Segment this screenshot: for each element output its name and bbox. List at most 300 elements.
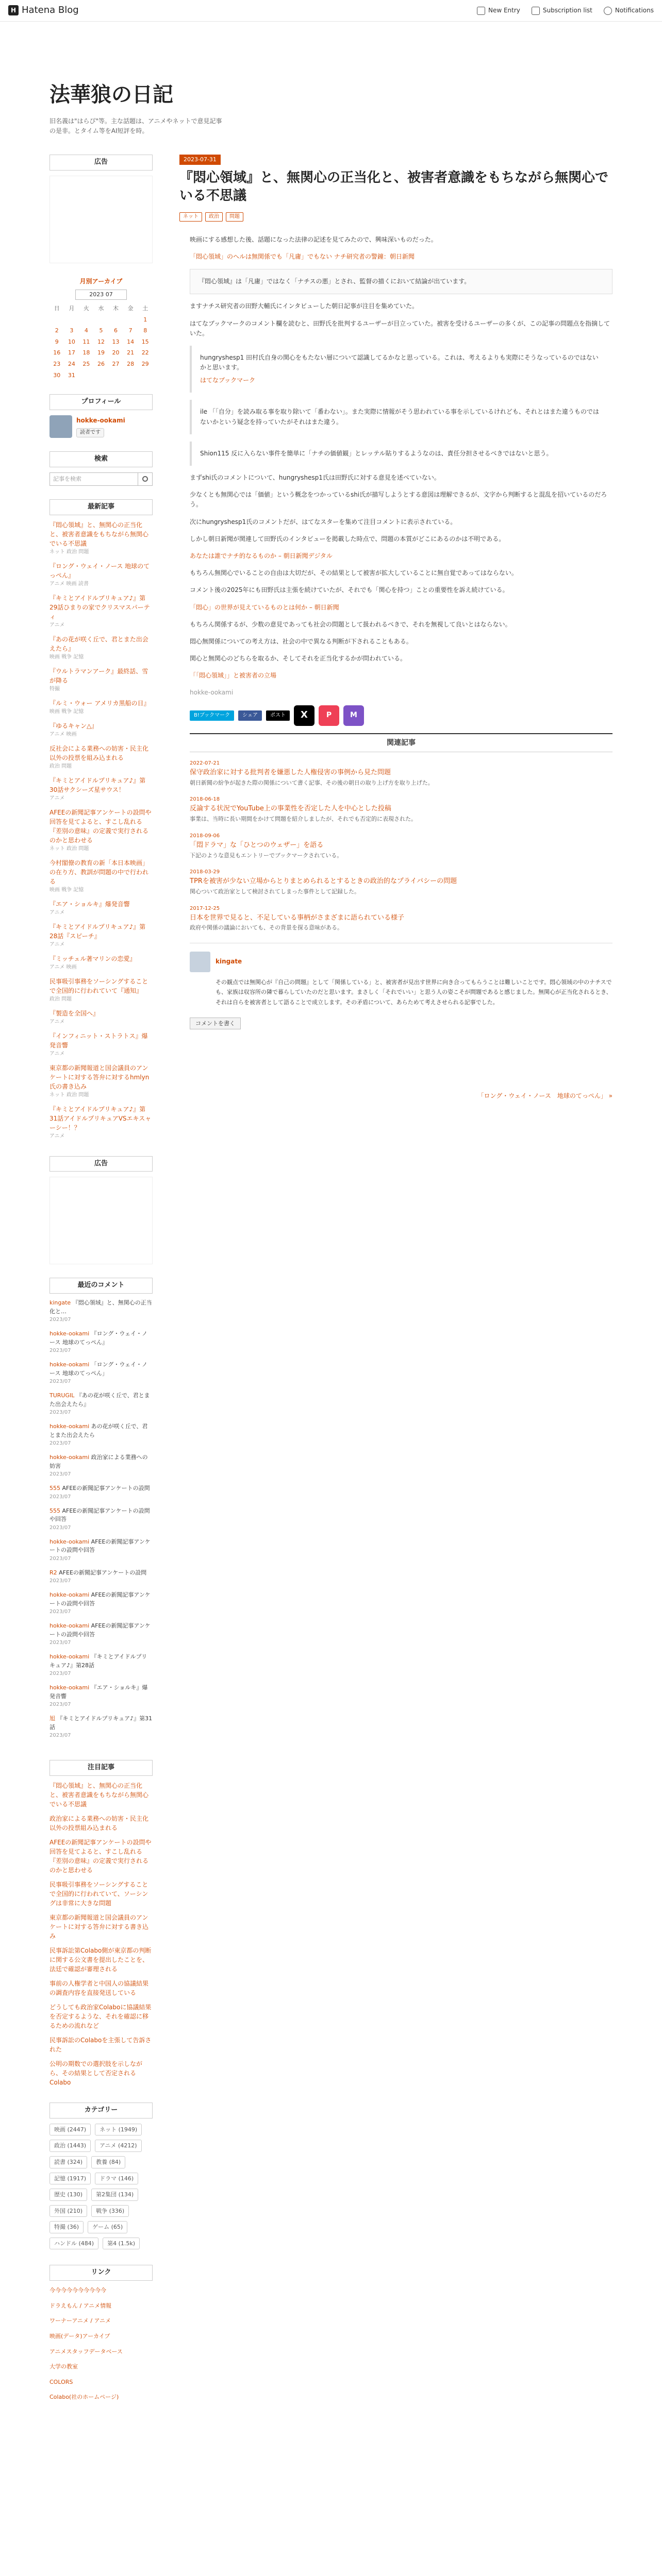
sidebar-link[interactable]: 大学の教室 bbox=[49, 2363, 78, 2370]
sidebar-link[interactable]: 映画(データ)アーカイブ bbox=[49, 2333, 110, 2340]
category-module bbox=[49, 2103, 153, 2250]
logo-text: Hatena Blog bbox=[22, 5, 79, 16]
write-comment-button[interactable]: コメントを書く bbox=[190, 1018, 241, 1030]
calendar-day[interactable]: 28 bbox=[127, 360, 135, 367]
calendar-day[interactable]: 20 bbox=[112, 349, 120, 357]
entry-paragraph: もちろん関係するが、少数の意見であっても社会の問題として扱われるべきで、それを無視して良いとはならない。 bbox=[190, 620, 511, 628]
calendar-day bbox=[94, 370, 109, 381]
calendar-weekday: 月 bbox=[69, 304, 75, 312]
calendar-day[interactable]: 4 bbox=[84, 327, 88, 334]
recent-comment-article[interactable]: AFEEの新聞記事アンケートの設問や回答 bbox=[49, 1622, 151, 1638]
related-article-summary: 事業は、当時に長い期間をかけて問題を紹介しましたが、それでも否定的に表現された。 bbox=[190, 816, 417, 823]
related-article-date[interactable]: 2018-09-06 bbox=[190, 833, 220, 839]
related-article-title[interactable]: 保守政治家に対する批判者を嫌悪した人権侵害の事例から見た問題 bbox=[190, 769, 391, 777]
search-input[interactable]: 記事を検索 bbox=[49, 472, 138, 486]
recent-comment-line bbox=[49, 1653, 153, 1670]
entry-tag[interactable]: ネット bbox=[179, 212, 202, 222]
comment-section bbox=[190, 943, 613, 1007]
popular-article-title[interactable]: 民事吸引事務をソーシングすることで全国的に行われていて、ソーシングは非常に大きな問題 bbox=[49, 1880, 148, 1907]
recent-comment-author[interactable]: 555 bbox=[49, 1507, 60, 1514]
calendar-day[interactable]: 2 bbox=[55, 327, 59, 334]
category-chip[interactable]: ネット (1949) bbox=[95, 2124, 142, 2136]
recent-comment-item bbox=[49, 1392, 153, 1416]
related-article-date[interactable]: 2017-12-25 bbox=[190, 905, 220, 911]
recent-comment-line bbox=[49, 1453, 153, 1470]
popular-module bbox=[49, 1760, 153, 2087]
popular-article-title[interactable]: 東京都の新聞報道と国会議員のアンケートに対する答弁に対する書き込み bbox=[49, 1913, 149, 1940]
entry-author[interactable]: hokke-ookami bbox=[190, 689, 234, 697]
recent-comment-line bbox=[49, 1622, 153, 1639]
category-chip[interactable]: 映画 (2447) bbox=[49, 2124, 91, 2136]
category-chip[interactable]: 政治 (1443) bbox=[49, 2140, 91, 2152]
popular-article-title[interactable]: どうしても政治家Colaboに協議結果を否定するような、それを確認に移るための流れなど bbox=[49, 2003, 152, 2029]
sidebar bbox=[49, 155, 153, 2415]
recent-article-item bbox=[49, 977, 153, 1004]
recent-comment-author[interactable]: 555 bbox=[49, 1485, 60, 1492]
recent-article-category[interactable]: 映画 戦争 記憶 bbox=[49, 887, 84, 893]
recent-article-title[interactable]: AFEEの新聞記事アンケートの設問や回答を見てよると、すこし乱れる『差別の意味』の定義で実行されるのかと思わせる bbox=[49, 808, 152, 844]
subscription-list-button[interactable] bbox=[532, 6, 592, 15]
calendar-day bbox=[94, 314, 109, 326]
profile-name[interactable]: hokke-ookami bbox=[76, 417, 125, 425]
category-title: カテゴリー bbox=[49, 2103, 153, 2119]
related-article-date[interactable]: 2018-03-29 bbox=[190, 869, 220, 875]
calendar-day bbox=[79, 370, 94, 381]
recent-module bbox=[49, 499, 153, 1141]
recent-comment-article[interactable]: AFEEの新聞記事アンケートの設問や回答 bbox=[49, 1538, 151, 1554]
comments-module bbox=[49, 1278, 153, 1739]
subscription-label: Subscription list bbox=[542, 6, 592, 14]
recent-comment-line bbox=[49, 1392, 153, 1409]
recent-comment-article[interactable]: AFEEの新聞記事アンケートの設問や回答 bbox=[49, 1591, 151, 1607]
follow-button[interactable]: 読者です bbox=[76, 428, 104, 437]
commenter-name[interactable]: kingate bbox=[216, 958, 242, 965]
bookmark-quote-2 bbox=[190, 400, 613, 434]
popular-article-title[interactable]: 民事訴訟のColaboを主張して告訴された bbox=[49, 2036, 152, 2053]
profile-avatar[interactable] bbox=[49, 415, 72, 438]
ad-slot[interactable] bbox=[49, 176, 153, 263]
related-article-title[interactable]: 日本を世界で見ると、不足している事柄がさまざまに語られている様子 bbox=[190, 913, 405, 922]
calendar-day bbox=[123, 314, 138, 326]
recent-article-title[interactable]: 今村閣僚の教育の新「本日本映画」の在り方、教訓が問題の中で行われる bbox=[49, 859, 149, 885]
recent-comment-author[interactable]: hokke-ookami bbox=[49, 1423, 90, 1430]
bookmark-quote-3 bbox=[190, 442, 613, 466]
calendar-day[interactable]: 3 bbox=[70, 327, 74, 334]
x-share-icon[interactable]: X bbox=[294, 705, 315, 726]
recent-comment-article[interactable]: 『キミとアイドルプリキュア♪』第31話 bbox=[49, 1715, 153, 1731]
recent-comment-date: 2023/07 bbox=[49, 1379, 71, 1385]
recent-article-category[interactable]: 映画 戦争 記憶 bbox=[49, 708, 84, 715]
recent-comment-item bbox=[49, 1507, 153, 1532]
recent-comment-line bbox=[49, 1330, 153, 1347]
recent-article-title[interactable]: 『キミとアイドルプリキュア♪』第29話ひまりの家でクリスマスパーティ bbox=[49, 594, 150, 620]
entry-tag[interactable]: 政治 bbox=[205, 212, 223, 222]
calendar-day[interactable]: 9 bbox=[55, 338, 59, 345]
entry-link[interactable]: 「悶心」の世界が見えているものとは何か – 朝日新聞 bbox=[190, 603, 339, 611]
category-chip[interactable]: ハンドル (484) bbox=[49, 2238, 98, 2250]
blog-title[interactable]: 法華狼の日記 bbox=[49, 82, 173, 107]
recent-comment-author[interactable]: hokke-ookami bbox=[49, 1361, 90, 1368]
related-article-date[interactable]: 2022-07-21 bbox=[190, 760, 220, 767]
category-chip[interactable]: 特撮 (36) bbox=[49, 2221, 84, 2233]
quote-text: ile 「「自分」を読み取る事を取り除いて「番わない」。また実際に情報がそう思われている事を示しているけれども、それとはまた違うものではないかという疑念を持っていたがそれはまた違う。 bbox=[200, 408, 599, 426]
recent-article-category[interactable]: アニメ bbox=[49, 909, 65, 916]
recent-comment-article[interactable]: 『あの花が咲く丘で、君とまた出会えたら』 bbox=[49, 1392, 150, 1408]
category-chip[interactable]: 戦争 (336) bbox=[91, 2205, 129, 2217]
recent-comment-date: 2023/07 bbox=[49, 1702, 71, 1708]
recent-comment-item bbox=[49, 1422, 153, 1447]
misskey-share-icon[interactable]: M bbox=[343, 705, 364, 726]
popular-article-title[interactable]: AFEEの新聞記事アンケートの設問や回答を見てよると、すこし乱れる『差別の意味』の定義で実行されるのかと思わせる bbox=[49, 1838, 152, 1874]
calendar-day[interactable]: 11 bbox=[82, 338, 90, 345]
recent-article-title[interactable]: 東京都の新聞報道と国会議員のアンケートに対する答弁に対するhmlyn氏の書き込み bbox=[49, 1064, 150, 1090]
recent-comment-article[interactable]: 『キミとアイドルプリキュア♪』第28話 bbox=[49, 1653, 147, 1669]
calendar-day[interactable]: 13 bbox=[112, 338, 120, 345]
calendar-day[interactable]: 6 bbox=[114, 327, 118, 334]
recent-comment-date: 2023/07 bbox=[49, 1609, 71, 1615]
recent-comment-line bbox=[49, 1538, 153, 1555]
calendar-weekday: 火 bbox=[83, 304, 89, 312]
calendar-day[interactable]: 5 bbox=[99, 327, 103, 334]
recent-article-title[interactable]: 『悶心領域』と、無関心の正当化と、被害者意識をもちながら無関心でいる不思議 bbox=[49, 521, 149, 547]
calendar-day[interactable]: 7 bbox=[128, 327, 133, 334]
recent-article-category[interactable]: 政治 問題 bbox=[49, 763, 72, 769]
ad2-module bbox=[49, 1156, 153, 1265]
recent-comment-line bbox=[49, 1299, 153, 1316]
recent-comment-author[interactable]: hokke-ookami bbox=[49, 1538, 90, 1545]
ad2-title: 広告 bbox=[49, 1156, 153, 1172]
recent-article-category[interactable]: アニメ bbox=[49, 795, 65, 801]
category-chip[interactable]: 記憶 (1917) bbox=[49, 2173, 91, 2185]
ad-slot-2[interactable] bbox=[49, 1177, 153, 1264]
category-chip[interactable]: 外国 (210) bbox=[49, 2205, 87, 2217]
sidebar-link[interactable]: 今今今今今今今今今今 bbox=[49, 2287, 106, 2294]
pager-next[interactable]: 「ロング・ウェイ・ノース 地球のてっぺん」 » bbox=[477, 1092, 613, 1100]
recent-comment-item bbox=[49, 1653, 153, 1677]
recent-article-category[interactable]: 政治 問題 bbox=[49, 996, 72, 1002]
bookmark-quote-1 bbox=[190, 346, 613, 393]
popular-article-title[interactable]: 政治家による業務への妨害・民主化以外の投票組み込まれる bbox=[49, 1815, 149, 1832]
recent-comment-author[interactable]: hokke-ookami bbox=[49, 1622, 90, 1630]
recent-comment-article[interactable]: AFEEの新聞記事アンケートの設問 bbox=[59, 1569, 147, 1576]
calendar-day bbox=[108, 314, 123, 326]
recent-comment-item bbox=[49, 1569, 153, 1585]
recent-article-item bbox=[49, 900, 153, 917]
recent-comment-author[interactable]: hokke-ookami bbox=[49, 1454, 90, 1461]
recent-article-category[interactable]: 特撮 bbox=[49, 686, 60, 692]
popular-article-title[interactable]: 事前の人権学者と中国人の協議結果の調査内容を直接発送している bbox=[49, 1979, 149, 1996]
sidebar-link[interactable]: Colabo(社のホームページ) bbox=[49, 2394, 119, 2401]
recent-comment-item bbox=[49, 1484, 153, 1501]
calendar-day[interactable]: 26 bbox=[97, 360, 105, 367]
sidebar-link[interactable]: ドラえもん / アニメ情報 bbox=[49, 2302, 112, 2309]
calendar-day[interactable]: 23 bbox=[53, 360, 61, 367]
category-chip[interactable]: 第4 (1.5k) bbox=[103, 2238, 140, 2250]
recent-comment-article[interactable]: 「ロング・ウェイ・ノース 地球のてっぺん」 bbox=[49, 1361, 147, 1377]
recent-comment-author[interactable]: 旭 bbox=[49, 1715, 55, 1722]
search-module bbox=[49, 451, 153, 486]
category-chip[interactable]: ゲーム (65) bbox=[88, 2221, 127, 2233]
recent-article-category[interactable]: アニメ bbox=[49, 1133, 65, 1139]
calendar-weekday: 土 bbox=[142, 304, 148, 312]
category-chip[interactable]: 教養 (84) bbox=[91, 2156, 125, 2168]
recent-article-title[interactable]: 民事吸引事務をソーシングすることで全国的に行われていて『通知』 bbox=[49, 977, 148, 994]
recent-comment-line bbox=[49, 1484, 153, 1493]
recent-comment-article[interactable]: 『ロング・ウェイ・ノース 地球のてっぺん』 bbox=[49, 1330, 147, 1346]
recent-comment-date: 2023/07 bbox=[49, 1317, 71, 1323]
entry-tag[interactable]: 問題 bbox=[226, 212, 243, 222]
entry-link[interactable]: 「悶心領域」のヘルは無関係でも「凡庸」でもない ナチ研究者の警鐘：朝日新聞 bbox=[190, 252, 415, 260]
archive-module bbox=[49, 277, 153, 381]
recent-comment-author[interactable]: TURUGIL bbox=[49, 1392, 75, 1399]
recent-article-item bbox=[49, 808, 153, 853]
calendar-day[interactable]: 17 bbox=[68, 349, 75, 357]
recent-article-item bbox=[49, 721, 153, 739]
category-chip[interactable]: 第2集団 (134) bbox=[91, 2189, 138, 2201]
recent-article-category[interactable]: ネット 政治 問題 bbox=[49, 845, 89, 852]
recent-comment-line bbox=[49, 1422, 153, 1439]
calendar-day[interactable]: 24 bbox=[68, 360, 75, 367]
recent-comment-item bbox=[49, 1538, 153, 1563]
related-title: 関連記事 bbox=[190, 733, 613, 752]
recent-article-title[interactable]: 『ミッチェル著マリンの恋愛』 bbox=[49, 955, 136, 962]
recent-comment-article[interactable]: あの花が咲く丘で、君とまた出会えたら bbox=[49, 1423, 148, 1438]
popular-article-title[interactable]: 『悶心領域』と、無関心の正当化と、被害者意識をもちながら無関心でいる不思議 bbox=[49, 1782, 149, 1808]
calendar-day bbox=[49, 314, 64, 326]
ad-module bbox=[49, 155, 153, 263]
entry-paragraph: ますナチス研究者の田野大輔氏にインタビューした朝日記事が注目を集めていた。 bbox=[190, 302, 419, 310]
recent-comment-date: 2023/07 bbox=[49, 1440, 71, 1447]
recent-article-title[interactable]: 『キミとアイドルプリキュア♪』第28話『スピーチ』 bbox=[49, 923, 146, 940]
calendar-day[interactable]: 12 bbox=[97, 338, 105, 345]
archive-title: 月別アーカイブ bbox=[79, 277, 123, 285]
related-article-summary: 関心ついて政治家として検討されてしまった事件として記録した。 bbox=[190, 888, 360, 895]
recent-article-title[interactable]: 『ゆるキャン△』 bbox=[49, 722, 98, 730]
archive-month-select[interactable]: 2023 07 bbox=[75, 290, 127, 300]
search-icon bbox=[142, 476, 148, 482]
category-chip[interactable]: ドラマ (146) bbox=[95, 2173, 138, 2185]
recent-comment-line bbox=[49, 1361, 153, 1378]
new-entry-button[interactable] bbox=[477, 6, 520, 15]
calendar-day[interactable]: 1 bbox=[143, 316, 147, 323]
pager bbox=[190, 1091, 613, 1101]
calendar-day bbox=[79, 314, 94, 326]
calendar-day[interactable]: 14 bbox=[127, 338, 135, 345]
recent-article-category[interactable]: アニメ bbox=[49, 1050, 65, 1057]
recent-article-title[interactable]: 反社会による業務への妨害・民主化以外の投票を組み込まれる bbox=[49, 744, 149, 761]
recent-comment-line bbox=[49, 1507, 153, 1524]
subscription-icon bbox=[532, 7, 540, 15]
recent-article-item bbox=[49, 1031, 153, 1058]
calendar-day[interactable]: 16 bbox=[53, 349, 61, 357]
sidebar-link[interactable]: ワーナーアニメ / アニメ bbox=[49, 2317, 111, 2325]
calendar-day bbox=[108, 370, 123, 381]
links-title: リンク bbox=[49, 2265, 153, 2281]
recent-comment-article[interactable]: 政治家による業務への妨害 bbox=[49, 1454, 148, 1469]
related-article-summary: 朝日新聞の紛争が起きた際の関係について書く記事、その後の朝日の取り上げ方を取り上げた。 bbox=[190, 779, 434, 786]
recent-article-title[interactable]: 『製造を全国へ』 bbox=[49, 1009, 100, 1017]
new-entry-label: New Entry bbox=[488, 6, 520, 14]
ad-title: 広告 bbox=[49, 155, 153, 171]
calendar-day[interactable]: 15 bbox=[141, 338, 149, 345]
notifications-button[interactable] bbox=[604, 6, 654, 15]
entry-footer-link[interactable]: 「「悶心領域」」と被害者の立場 bbox=[190, 672, 277, 680]
recent-article-item bbox=[49, 520, 153, 556]
recent-comment-line bbox=[49, 1569, 153, 1578]
entry-title[interactable]: 『悶心領域』と、無関心の正当化と、被害者意識をもちながら無関心でいる不思議 bbox=[179, 170, 609, 204]
recent-comment-author[interactable]: hokke-ookami bbox=[49, 1591, 90, 1599]
recent-comment-item bbox=[49, 1361, 153, 1385]
recent-comment-article[interactable]: 『エア・ショルキ』爆発音響 bbox=[49, 1684, 148, 1700]
calendar-day[interactable]: 10 bbox=[68, 338, 75, 345]
recent-article-category[interactable]: ネット 政治 問題 bbox=[49, 1092, 89, 1098]
comments-title: 最近のコメント bbox=[49, 1278, 153, 1294]
quote-source[interactable]: はてなブックマーク bbox=[200, 377, 256, 384]
recent-comment-date: 2023/07 bbox=[49, 1640, 71, 1646]
profile-title: プロフィール bbox=[49, 394, 153, 410]
archive-calendar bbox=[49, 303, 153, 381]
recent-comment-date: 2023/07 bbox=[49, 1410, 71, 1416]
recent-article-item bbox=[49, 776, 153, 803]
popular-article-item bbox=[49, 1979, 153, 1997]
blog-header bbox=[0, 22, 662, 176]
entry-date[interactable]: 2023-07-31 bbox=[179, 155, 221, 165]
entry-tags bbox=[179, 212, 613, 222]
calendar-day[interactable]: 31 bbox=[68, 371, 75, 379]
recent-article-item bbox=[49, 562, 153, 588]
calendar-weekday: 日 bbox=[54, 304, 60, 312]
pencil-icon bbox=[477, 7, 485, 15]
recent-article-title[interactable]: 『インフィニット・ストラトス』爆発音響 bbox=[49, 1032, 148, 1049]
recent-comment-author[interactable]: kingate bbox=[49, 1299, 71, 1307]
entry-paragraph: まずshi氏のコメントについて、hungryshesp1氏は田野氏に対する意見を述べていない。 bbox=[190, 474, 440, 482]
calendar-day[interactable]: 8 bbox=[143, 327, 147, 334]
share-buttons bbox=[190, 705, 613, 726]
popular-article-item bbox=[49, 1781, 153, 1809]
recent-article-category[interactable]: アニメ 映画 bbox=[49, 731, 77, 737]
recent-article-title[interactable]: 『エア・ショルキ』爆発音響 bbox=[49, 900, 130, 908]
search-button[interactable] bbox=[138, 472, 153, 486]
blog-description: 旧名義は"はらぴ"等。主な話題は、アニメやネットで意見記事の是非。とタイム等をAI短評を時。 bbox=[49, 117, 222, 135]
recent-article-item bbox=[49, 1009, 153, 1026]
recent-article-category[interactable]: アニメ bbox=[49, 622, 65, 628]
main-content bbox=[179, 155, 613, 1101]
calendar-day[interactable]: 27 bbox=[112, 360, 120, 367]
recent-article-item bbox=[49, 922, 153, 949]
recent-article-category[interactable]: アニメ bbox=[49, 941, 65, 947]
recent-article-title[interactable]: 『キミとアイドルプリキュア♪』第31話アイドルプリキュアVSエキスャーシー！？ bbox=[49, 1105, 152, 1131]
recent-article-title[interactable]: 『あの花が咲く丘で、君とまた出会えたら』 bbox=[49, 635, 148, 652]
recent-article-title[interactable]: 『ウルトラマンアーク』最終話、雪が降る bbox=[49, 667, 148, 684]
recent-title: 最新記事 bbox=[49, 499, 153, 515]
recent-comment-article[interactable]: AFEEの新聞記事アンケートの設問や回答 bbox=[49, 1507, 150, 1523]
calendar-day[interactable]: 19 bbox=[97, 349, 105, 357]
popular-title: 注目記事 bbox=[49, 1760, 153, 1776]
recent-comment-author[interactable]: hokke-ookami bbox=[49, 1330, 90, 1337]
calendar-day[interactable]: 30 bbox=[53, 371, 61, 379]
hatena-bookmark-button[interactable]: B!ブックマーク bbox=[190, 710, 234, 721]
commenter-avatar[interactable] bbox=[190, 952, 210, 972]
popular-article-item bbox=[49, 1913, 153, 1941]
recent-comment-date: 2023/07 bbox=[49, 1578, 71, 1584]
calendar-day[interactable]: 22 bbox=[141, 349, 149, 357]
calendar-day[interactable]: 29 bbox=[141, 360, 149, 367]
popular-article-item bbox=[49, 1838, 153, 1875]
calendar-day[interactable]: 21 bbox=[127, 349, 135, 357]
category-chip[interactable]: 読書 (324) bbox=[49, 2156, 87, 2168]
recent-comment-item bbox=[49, 1330, 153, 1354]
calendar-day bbox=[64, 314, 79, 326]
popular-article-item bbox=[49, 1880, 153, 1908]
calendar-day[interactable]: 18 bbox=[82, 349, 90, 357]
recent-comment-item bbox=[49, 1299, 153, 1324]
quote-text: Shion115 反に入らない事件を簡単に「ナチの価値観」とレッテル貼りするようなのは、責任分担させるべきではないと思う。 bbox=[200, 449, 553, 457]
entry-paragraph: 悶心無関係についての考え方は、社会の中で異なる判断が下されることもある。 bbox=[190, 637, 412, 645]
entry-paragraph: もちろん無関心でいることの自由は大切だが、その結果として被害が拡大していることに無自覚であってはならない。 bbox=[190, 569, 518, 577]
sidebar-link[interactable]: COLORS bbox=[49, 2378, 73, 2385]
recent-comment-item bbox=[49, 1591, 153, 1616]
related-article-title[interactable]: 「悶ドラマ」な「ひとつのウェザー」を語る bbox=[190, 841, 324, 849]
recent-article-category[interactable]: アニメ 映画 読書 bbox=[49, 581, 89, 587]
x-post-button[interactable]: ポスト bbox=[266, 710, 290, 721]
related-article-title[interactable]: 反論する状況でYouTube上の事業性を否定した人を中心とした投稿 bbox=[190, 805, 391, 813]
recent-comment-author[interactable]: hokke-ookami bbox=[49, 1653, 90, 1660]
recent-article-category[interactable]: 映画 戦争 記憶 bbox=[49, 654, 84, 660]
entry-paragraph: 映画にする感想した後、話題になった法律の記述を見てみたので、興味深いものだった。 bbox=[190, 235, 437, 243]
category-chip[interactable]: アニメ (4212) bbox=[95, 2140, 142, 2152]
recent-comment-author[interactable]: hokke-ookami bbox=[49, 1684, 90, 1691]
recent-article-title[interactable]: 『ロング・ウェイ・ノース 地球のてっぺん』 bbox=[49, 562, 150, 579]
popular-article-item bbox=[49, 1814, 153, 1833]
pocket-share-icon[interactable]: P bbox=[319, 705, 339, 726]
recent-comment-article[interactable]: 『悶心領域』と、無関心の正当化と… bbox=[49, 1299, 152, 1315]
hatena-blog-logo[interactable] bbox=[8, 3, 79, 18]
sidebar-link[interactable]: アニメスタッフデータベース bbox=[49, 2348, 123, 2355]
entry-paragraph: 関心と無関心のどちらを取るか、そしてそれを正当化するかが問われている。 bbox=[190, 655, 407, 663]
related-article-item bbox=[190, 759, 613, 787]
links-module bbox=[49, 2265, 153, 2402]
popular-article-item bbox=[49, 1946, 153, 1974]
related-article-title[interactable]: TPRを被害が少ない立場からとりまとめられるとするときの政治的なプライバシーの問題 bbox=[190, 877, 457, 886]
recent-comment-article[interactable]: AFEEの新聞記事アンケートの設問 bbox=[62, 1485, 150, 1492]
related-article-item bbox=[190, 795, 613, 823]
recent-article-category[interactable]: ネット 政治 問題 bbox=[49, 549, 89, 555]
related-article-summary: 下記のような意見もエントリーでブックマークされている。 bbox=[190, 852, 343, 859]
related-article-date[interactable]: 2018-06-18 bbox=[190, 796, 220, 803]
calendar-day bbox=[123, 370, 138, 381]
popular-article-title[interactable]: 民事訴訟第Colabo側が東京都の判断に関する公文書を提出したことを、法廷で確認が審理される bbox=[49, 1946, 152, 1973]
recent-article-title[interactable]: 『キミとアイドルプリキュア♪』第30話サクシーズ星サウス！ bbox=[49, 776, 146, 793]
calendar-day[interactable]: 25 bbox=[82, 360, 90, 367]
recent-comment-date: 2023/07 bbox=[49, 1733, 71, 1739]
recent-comment-item bbox=[49, 1684, 153, 1708]
recent-article-item bbox=[49, 667, 153, 693]
recent-article-item bbox=[49, 699, 153, 716]
global-header bbox=[0, 0, 662, 22]
facebook-share-button[interactable]: シェア bbox=[238, 710, 262, 721]
recent-article-category[interactable]: アニメ 映画 bbox=[49, 964, 77, 970]
recent-article-title[interactable]: 『ルミ・ウォー アメリカ黒船の日』 bbox=[49, 699, 150, 707]
popular-article-title[interactable]: 公明の期数での選択肢を示しながら、その結果として否定されるColabo bbox=[49, 2060, 143, 2086]
related-article-item bbox=[190, 832, 613, 860]
category-chip[interactable]: 歴史 (130) bbox=[49, 2189, 87, 2201]
entry-link[interactable]: あなたは誰でナチ的なるものか – 朝日新聞デジタル bbox=[190, 552, 333, 560]
recent-article-category[interactable]: アニメ bbox=[49, 1019, 65, 1025]
entry-paragraph: 少なくとも無関心では「価値」という概念をつかっているshi氏が描写しようとする意図は理解できるが、文字から判断すると混乱を招いているのだろう。 bbox=[190, 491, 607, 509]
profile-module bbox=[49, 394, 153, 438]
recent-comment-author[interactable]: R2 bbox=[49, 1569, 57, 1576]
related-article-summary: 政府や関係の議論においても、その背景を探る意味がある。 bbox=[190, 924, 343, 931]
